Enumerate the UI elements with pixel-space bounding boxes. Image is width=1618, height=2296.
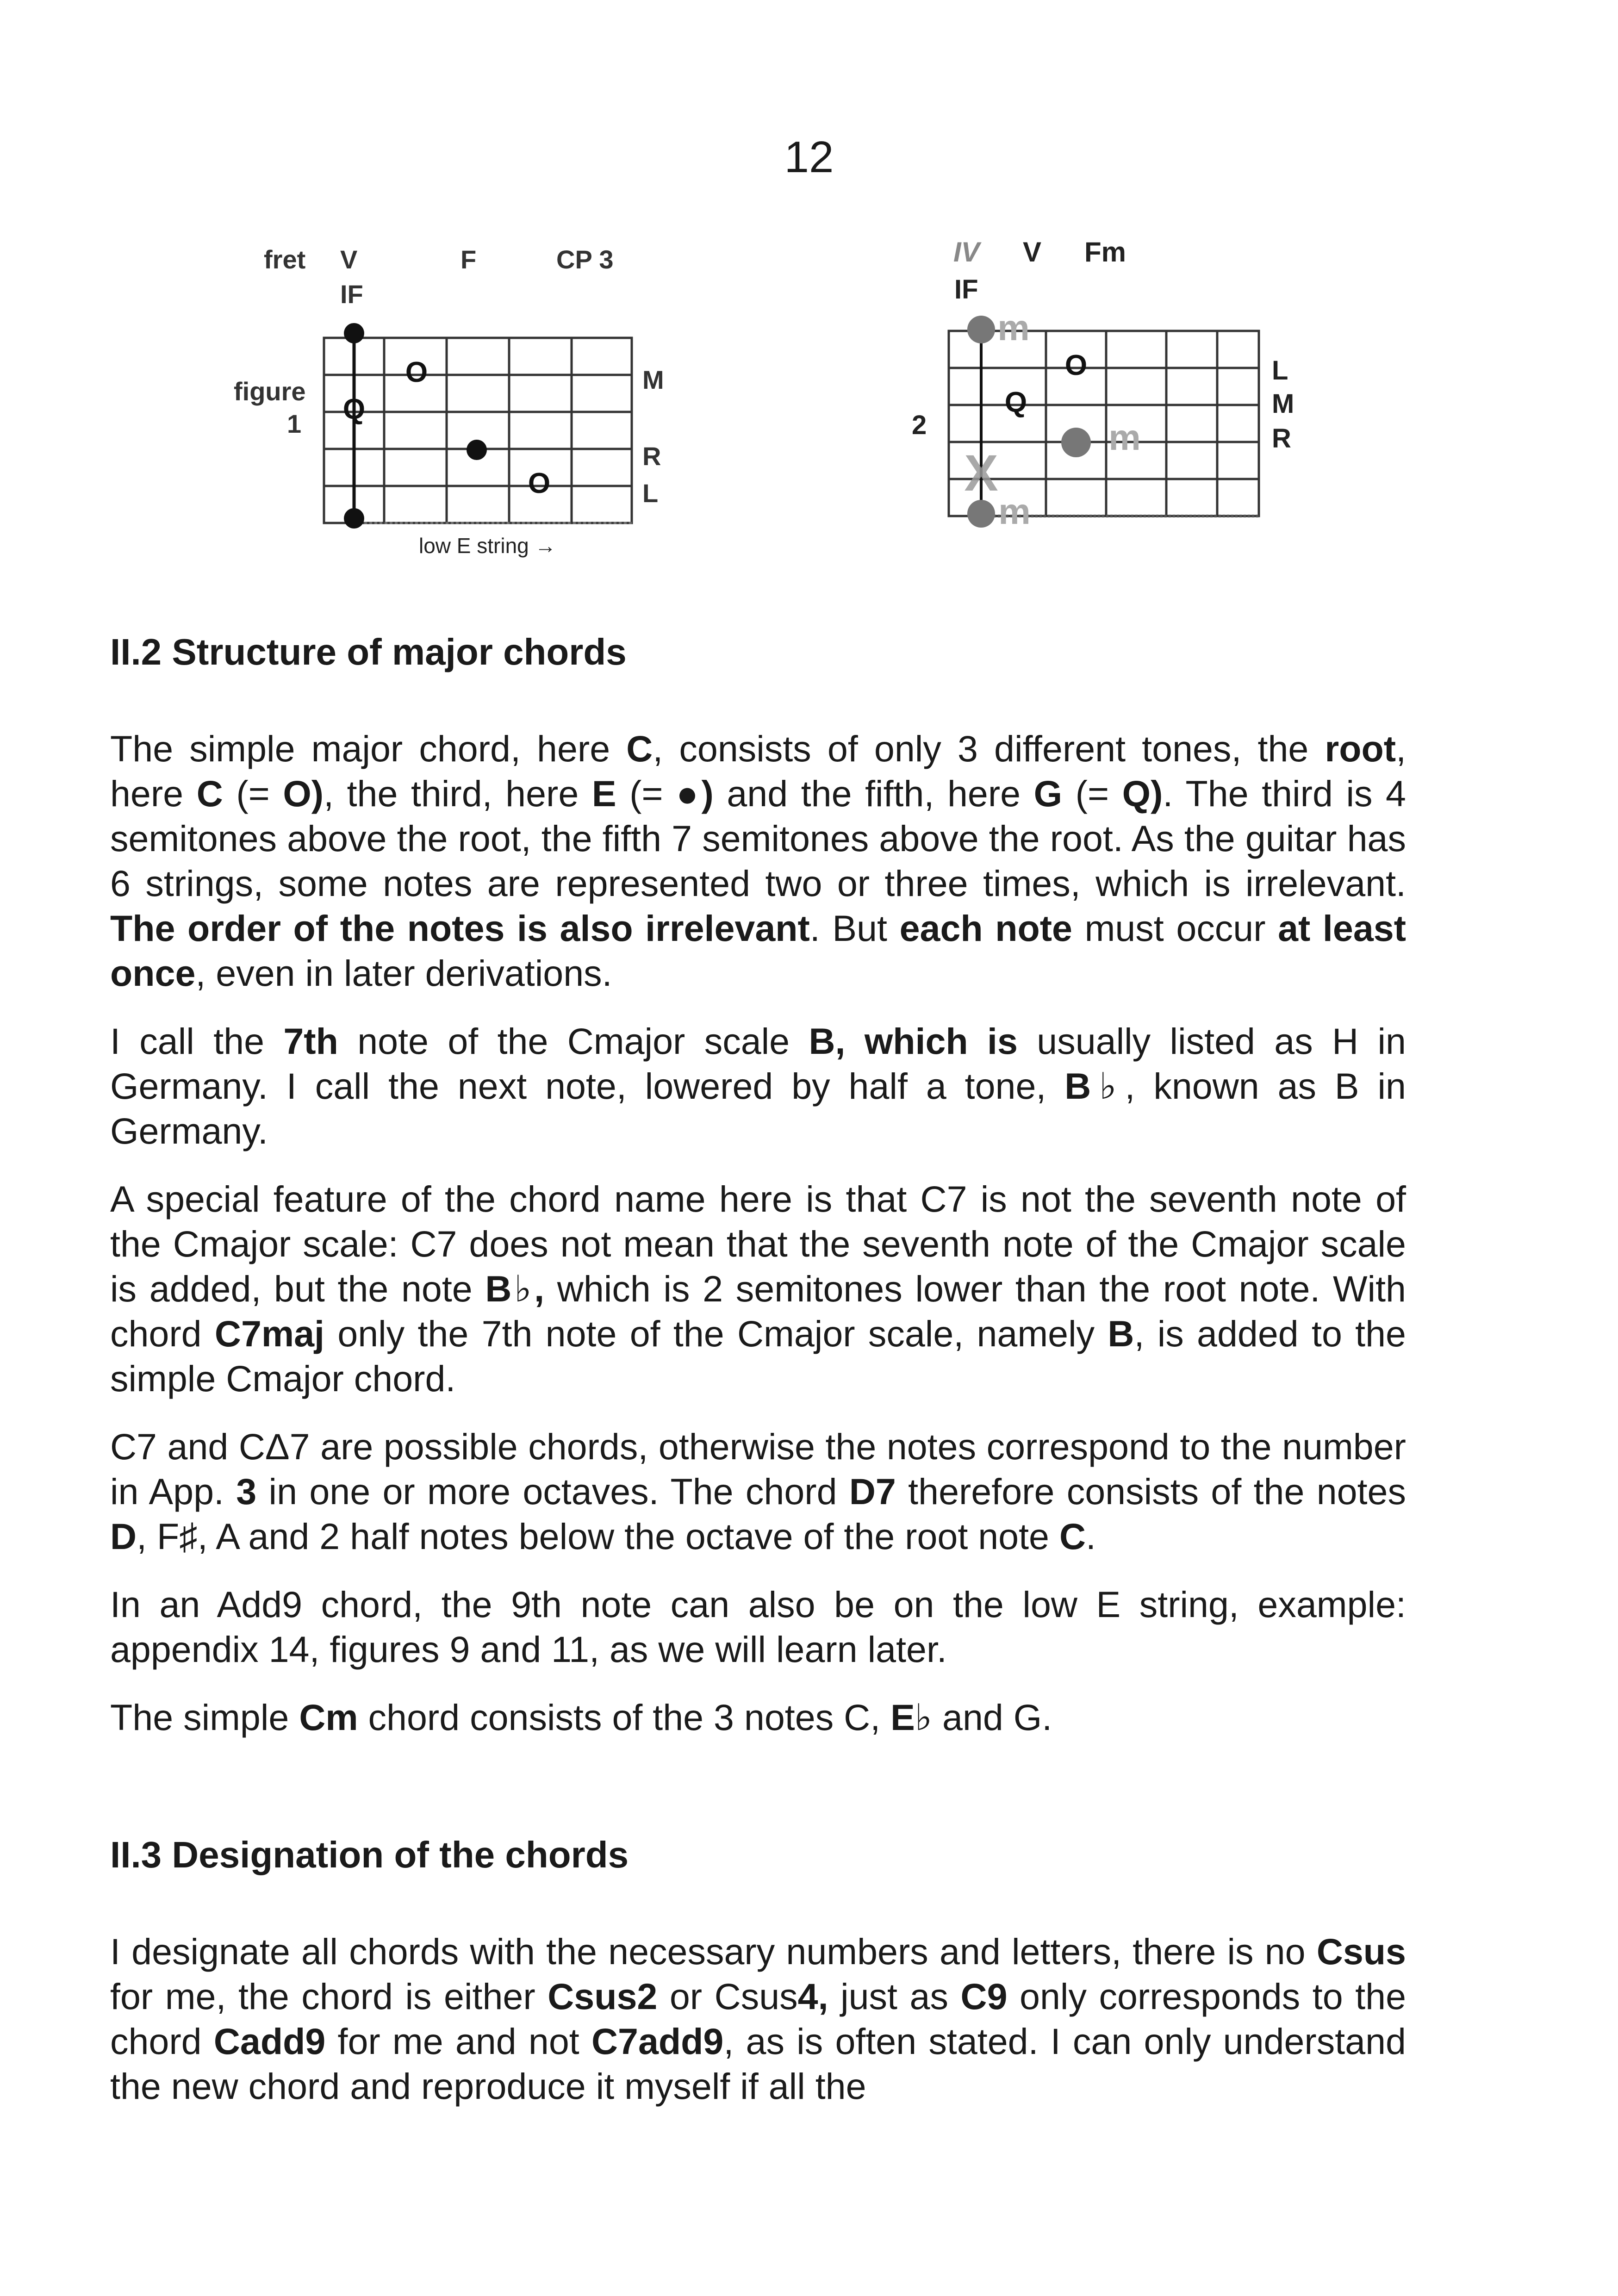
barre-top-dot xyxy=(344,323,364,343)
index-finger-label: IF xyxy=(954,274,978,305)
low-e-string-label: low E string → xyxy=(419,534,556,558)
page-content xyxy=(110,629,1406,2109)
paragraph-major-chord: The simple major chord, here C, consists of only 3 different tones, the root, here C (= O), the third, here E (= ●) and the fifth, here G (= Q). The third is 4 semitones above the root, the fifth 7 semitones above the root. As the guitar has 6 strings, some notes are represented two or three times, which is irrelevant. The order of the notes is also irrelevant. But each note must occur at least once, even in later derivations. xyxy=(110,728,1406,994)
chord-diagram-f-svg xyxy=(227,241,690,583)
fifth-marker: Q xyxy=(1004,386,1027,418)
minor-marker-1: m xyxy=(997,307,1030,348)
root-marker-2: O xyxy=(528,467,551,499)
fret-number: V xyxy=(340,245,358,274)
chord-name: Fm xyxy=(1084,241,1126,268)
string-label-l: L xyxy=(642,479,659,508)
paragraph-7th-note: I call the 7th note of the Cmajor scale B, which is usually listed as H in Germany. I call the next note, lowered by half a tone, B♭, known as B in Germany. xyxy=(110,1020,1406,1151)
minor-marker-2: m xyxy=(1108,417,1141,458)
paragraph-d7-explanation: C7 and CΔ7 are possible chords, otherwise the notes correspond to the number in App. 3 in one or more octaves. The chord D7 therefore consists of the notes D, F♯, A and 2 half notes below the octave of the root note C. xyxy=(110,1426,1406,1557)
string-label-r: R xyxy=(642,442,661,471)
fret-offset-label: 2 xyxy=(912,410,927,440)
barre-bottom-dot xyxy=(344,508,364,529)
string-label-m: M xyxy=(642,365,664,394)
fret-iv-label: IV xyxy=(953,241,980,268)
index-finger-label: IF xyxy=(340,280,363,309)
chord-diagram-f xyxy=(227,241,690,583)
chord-name: F xyxy=(461,245,477,274)
page-number: 12 xyxy=(784,132,834,182)
paragraph-designation: I designate all chords with the necessary numbers and letters, there is no Csus for me, the chord is either Csus2 or Csus4, just as C9 only corresponds to the chord Cadd9 for me and not C7add9, as is often stated. I can only understand the new chord and reproduce it myself if all the xyxy=(110,1931,1406,2107)
minor-marker-3: m xyxy=(998,491,1031,532)
fifth-marker: Q xyxy=(342,393,366,425)
figure-number: 1 xyxy=(287,409,302,438)
string-label-l: L xyxy=(1272,355,1288,386)
muted-string-x: X xyxy=(964,445,998,502)
paragraph-add9: In an Add9 chord, the 9th note can also be on the low E string, example: appendix 14, figures 9 and 11, as we will learn later. xyxy=(110,1584,1406,1670)
chord-diagram-fm-svg xyxy=(893,241,1301,546)
third-dot xyxy=(467,440,487,460)
figure-label: figure xyxy=(234,377,306,406)
fret-label: fret xyxy=(264,245,306,274)
chord-diagram-fm xyxy=(893,241,1301,546)
paragraph-c7-explanation: A special feature of the chord name here is that C7 is not the seventh note of the Cmajor scale: C7 does not mean that the seventh note of the Cmajor scale is added, but the note B♭, which is 2 semitones lower than the root note. With chord C7maj only the 7th note of the Cmajor scale, namely B, is added to the simple Cmajor chord. xyxy=(110,1178,1406,1399)
paragraph-cm-chord: The simple Cm chord consists of the 3 notes C, E♭ and G. xyxy=(110,1697,1052,1738)
fretboard-grid xyxy=(324,338,632,523)
section-heading-3: II.3 Designation of the chords xyxy=(110,1834,629,1875)
barre-bottom-dot xyxy=(967,500,995,528)
fret-v-label: V xyxy=(1023,241,1042,268)
section-heading-2: II.2 Structure of major chords xyxy=(110,631,627,672)
third-dot xyxy=(1061,428,1091,457)
root-marker: O xyxy=(1064,349,1088,381)
root-marker-1: O xyxy=(405,356,428,388)
string-label-r: R xyxy=(1272,423,1291,454)
barre-top-dot xyxy=(967,316,995,343)
cp-label: CP 3 xyxy=(556,245,614,274)
string-label-m: M xyxy=(1272,389,1294,419)
